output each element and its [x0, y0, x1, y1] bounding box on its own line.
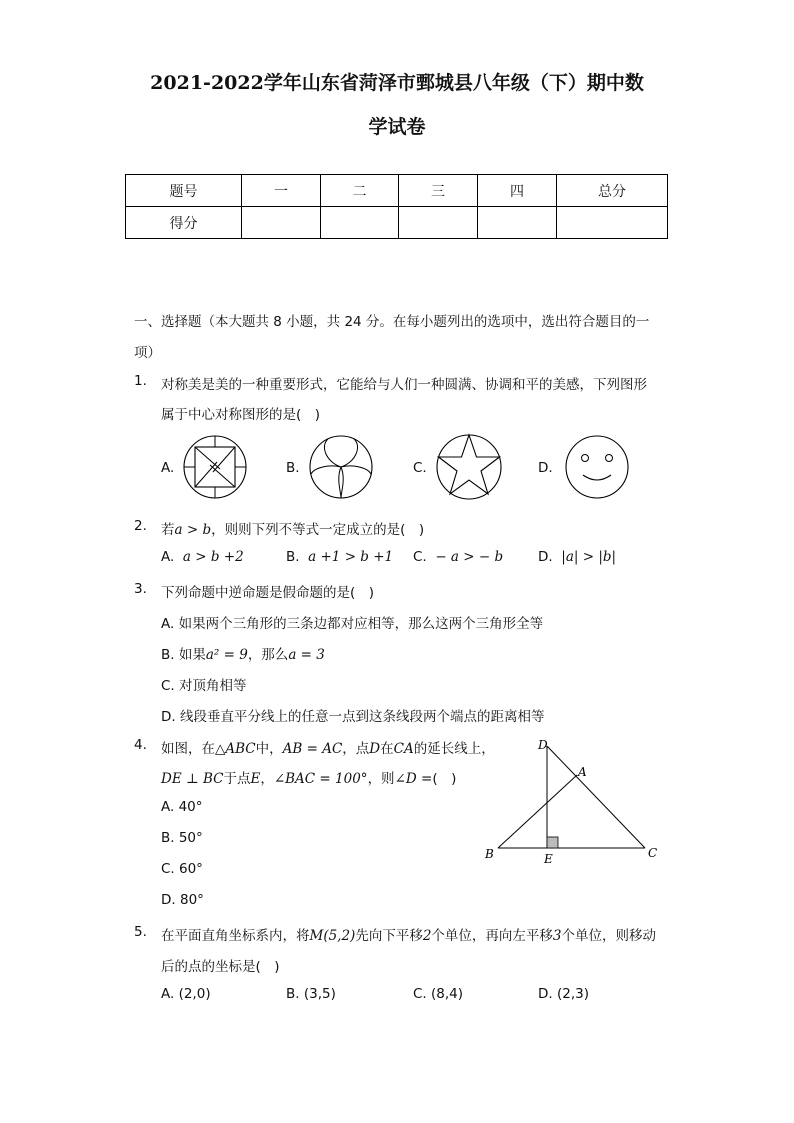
stem-text: 先向下平移	[355, 928, 423, 944]
section-heading: 一、选择题（本大题共 8 小题，共 24 分。在每小题列出的选项中，选出符合题目的一	[134, 314, 650, 330]
option-text: ，那么	[247, 647, 289, 663]
option-label: D.	[538, 549, 553, 565]
stem-math: ∠D =	[394, 771, 433, 787]
right-angle-marker	[547, 837, 558, 848]
stem-text: ，则	[367, 771, 395, 787]
q2-option-b[interactable]	[286, 549, 393, 565]
stem-math: a > b	[174, 522, 212, 538]
q4-option-d[interactable]: D. 80°	[161, 892, 204, 908]
stem-text: 在	[380, 741, 394, 757]
score-cell[interactable]	[478, 207, 557, 239]
q2-option-a[interactable]	[161, 549, 244, 565]
question-5-stem	[161, 924, 656, 944]
q5-option-a[interactable]: A. (2,0)	[161, 986, 211, 1002]
stem-math: 3	[552, 928, 562, 944]
figure-option-c[interactable]	[434, 433, 504, 501]
stem-math: AB = AC	[282, 741, 343, 757]
page-title-line2: 学试卷	[368, 116, 426, 138]
stem-math: △ABC	[215, 741, 256, 757]
stem-text: 如图，在	[161, 741, 215, 757]
question-5-stem-cont: 后的点的坐标是( )	[161, 959, 280, 975]
q4-option-c[interactable]: C. 60°	[161, 861, 203, 877]
question-2-stem	[161, 518, 424, 538]
score-cell[interactable]	[321, 207, 399, 239]
score-header-cell: 三	[399, 175, 478, 207]
stem-text: ，则则下列不等式一定成立的是( )	[211, 522, 425, 538]
section-heading-cont: 项）	[134, 345, 161, 361]
option-label-a: A.	[161, 460, 175, 476]
option-label-d: D.	[538, 460, 553, 476]
stem-math: D	[369, 741, 381, 757]
page-title-line1: 2021-2022学年山东省菏泽市鄄城县八年级（下）期中数	[150, 72, 644, 94]
option-text: B. 如果	[161, 647, 206, 663]
segment-ba	[498, 775, 577, 848]
segment-dc	[547, 746, 645, 848]
point-label-a: A	[578, 765, 587, 779]
q3-option-c[interactable]: C. 对顶角相等	[161, 678, 247, 694]
q3-option-b[interactable]	[161, 643, 325, 663]
score-row-label: 得分	[126, 207, 242, 239]
option-text: |a| > |b|	[561, 549, 617, 565]
question-number: 5.	[134, 924, 147, 940]
figure-option-d[interactable]	[562, 434, 632, 500]
score-table-row	[126, 207, 668, 239]
triangle-figure	[480, 734, 670, 869]
stem-text: ，点	[342, 741, 370, 757]
option-label: B.	[286, 549, 300, 565]
option-text: − a > − b	[435, 549, 504, 565]
q5-option-d[interactable]: D. (2,3)	[538, 986, 589, 1002]
q3-option-a[interactable]: A. 如果两个三角形的三条边都对应相等，那么这两个三角形全等	[161, 616, 544, 632]
stem-text: 于点	[223, 771, 251, 787]
question-number: 3.	[134, 581, 147, 597]
stem-text: 若	[161, 522, 175, 538]
stem-text: 中，	[255, 741, 283, 757]
option-label-b: B.	[286, 460, 300, 476]
question-number: 2.	[134, 518, 147, 534]
option-text: a > b +2	[182, 549, 244, 565]
point-label-d: D	[538, 738, 548, 752]
q4-option-a[interactable]: A. 40°	[161, 799, 203, 815]
score-header-cell: 四	[478, 175, 557, 207]
stem-math: M(5,2)	[309, 928, 356, 944]
q5-option-b[interactable]: B. (3,5)	[286, 986, 336, 1002]
score-header-cell: 题号	[126, 175, 242, 207]
score-header-cell: 二	[321, 175, 399, 207]
score-table	[125, 174, 668, 239]
point-label-b: B	[485, 847, 494, 861]
option-text: a +1 > b +1	[308, 549, 394, 565]
score-table-header-row	[126, 175, 668, 207]
q3-option-d[interactable]: D. 线段垂直平分线上的任意一点到这条线段两个端点的距离相等	[161, 709, 545, 725]
q2-option-d[interactable]	[538, 549, 616, 565]
stem-text: 在平面直角坐标系内，将	[161, 928, 310, 944]
score-cell[interactable]	[399, 207, 478, 239]
score-cell[interactable]	[557, 207, 668, 239]
q2-option-c[interactable]	[413, 549, 503, 565]
question-1-stem-cont: 属于中心对称图形的是( )	[161, 407, 321, 423]
option-label: C.	[413, 549, 427, 565]
point-label-c: C	[648, 846, 658, 860]
score-cell[interactable]	[242, 207, 321, 239]
stem-text: ，	[260, 771, 274, 787]
point-label-e: E	[544, 852, 553, 866]
q4-option-b[interactable]: B. 50°	[161, 830, 203, 846]
stem-text: ( )	[432, 771, 457, 787]
stem-math: E	[250, 771, 261, 787]
question-3-stem: 下列命题中逆命题是假命题的是( )	[161, 585, 375, 601]
q5-option-c[interactable]: C. (8,4)	[413, 986, 464, 1002]
stem-math: ∠BAC = 100°	[273, 771, 368, 787]
score-header-cell: 总分	[557, 175, 668, 207]
stem-math: DE ⊥ BC	[161, 771, 224, 787]
option-math: a = 3	[288, 647, 325, 663]
figure-option-a[interactable]	[180, 434, 250, 500]
stem-text: 个单位，则移动	[561, 928, 657, 944]
option-label: A.	[161, 549, 175, 565]
stem-text: 个单位，再向左平移	[431, 928, 553, 944]
option-label-c: C.	[413, 460, 427, 476]
question-number: 1.	[134, 373, 147, 389]
question-4-stem-cont	[161, 767, 456, 787]
question-4-stem	[161, 737, 495, 757]
figure-option-b[interactable]	[306, 434, 376, 500]
stem-math: 2	[422, 928, 432, 944]
question-1-stem: 对称美是美的一种重要形式，它能给与人们一种圆满、协调和平的美感，下列图形	[161, 377, 647, 393]
score-header-cell: 一	[242, 175, 321, 207]
question-number: 4.	[134, 737, 147, 753]
stem-math: CA	[393, 741, 414, 757]
option-math: a² = 9	[205, 647, 248, 663]
stem-text: 的延长线上，	[413, 741, 495, 757]
